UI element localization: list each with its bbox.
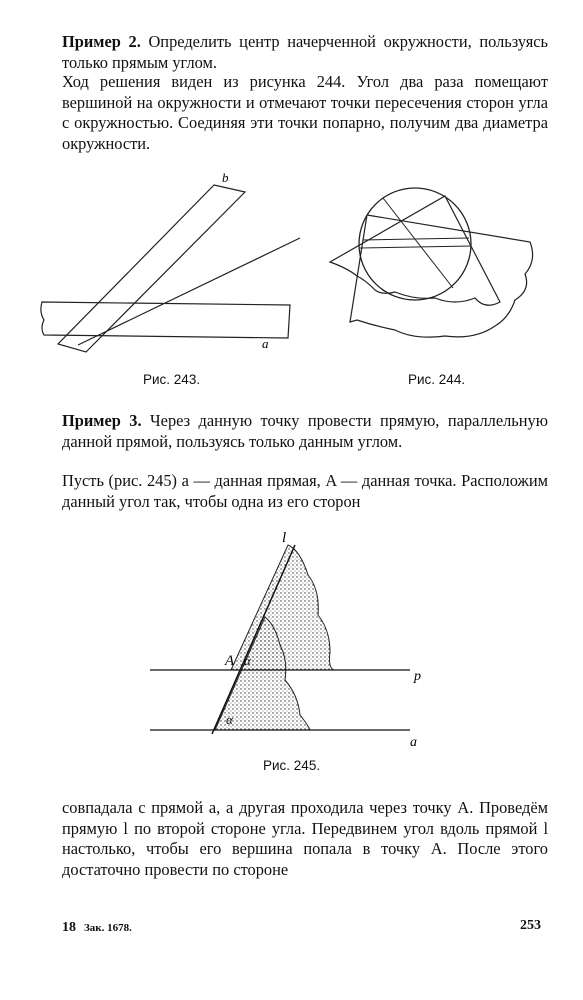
- example2-statement: Определить центр начерченной окружности, пользуясь только прямым углом.: [62, 32, 548, 72]
- example3-heading: Пример 3.: [62, 411, 142, 430]
- footer-signature: 18: [62, 920, 76, 935]
- figure-243: [30, 170, 310, 360]
- fig244-caption: Рис. 244.: [408, 372, 466, 387]
- example3-text2: совпадала с прямой a, а другая проходила через точку A. Проведём прямую l по второй стороне угла. Передвинем угол вдоль прямой l настолько, чтобы его вершина попала в точку A. После этого достаточно провести по стороне: [62, 798, 548, 879]
- footer-order: Зак. 1678.: [84, 922, 132, 934]
- example3-text1: Пусть (рис. 245) a — данная прямая, A — данная точка. Расположим данный угол так, чтобы одна из его сторон: [62, 471, 548, 511]
- example2-heading: Пример 2.: [62, 32, 141, 51]
- example3-statement: Через данную точку провести прямую, параллельную данной прямой, пользуясь только данным углом.: [62, 411, 548, 451]
- example2-paragraph: [62, 32, 548, 73]
- fig245-label-A: A: [225, 653, 235, 669]
- fig243-label-b: b: [222, 170, 229, 185]
- fig244-circle: [359, 188, 471, 300]
- example2-solution: Ход решения виден из рисунка 244. Угол два раза помещают вершиной на окружности и отмечают точки пересечения сторон угла с окружностью. Соединяя эти точки попарно, получим два диаметра окружности.: [62, 72, 548, 153]
- fig245-label-a: a: [410, 735, 417, 750]
- page-number: 253: [520, 918, 541, 933]
- fig245-caption: Рис. 245.: [263, 758, 321, 773]
- fig243-caption: Рис. 243.: [143, 372, 201, 387]
- example3-paragraph: [62, 411, 548, 452]
- fig245-label-l: l: [282, 530, 287, 546]
- fig245-label-p: p: [414, 669, 421, 684]
- fig245-label-alpha-top: α: [244, 653, 251, 668]
- fig245-label-alpha-bottom: α: [226, 712, 233, 727]
- figure-245: [140, 520, 440, 750]
- fig243-label-a: a: [262, 336, 269, 351]
- figure-244: [325, 180, 555, 350]
